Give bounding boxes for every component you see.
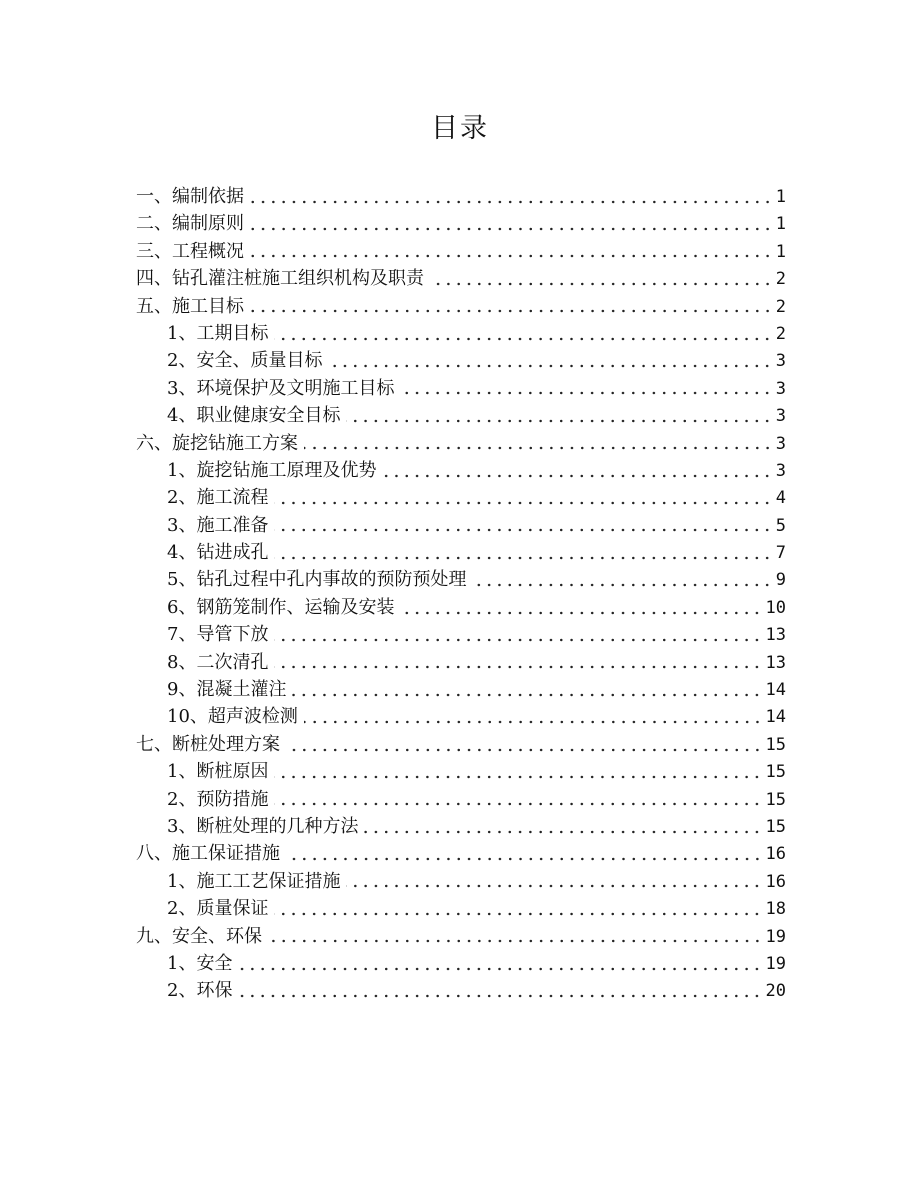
toc-entry-label: 8、二次清孔 — [167, 651, 269, 673]
toc-dot-leader — [328, 364, 772, 368]
toc-entry[interactable] — [136, 539, 786, 566]
toc-entry-page: 10 — [765, 597, 786, 618]
toc-entry[interactable] — [136, 512, 786, 539]
toc-entry[interactable] — [136, 676, 786, 703]
toc-entry-page: 19 — [765, 926, 786, 947]
toc-dot-leader — [430, 282, 773, 286]
toc-entry-page: 1 — [775, 187, 786, 207]
toc-entry-label: 1、施工工艺保证措施 — [167, 870, 341, 892]
toc-entry-page: 15 — [765, 762, 786, 783]
toc-entry[interactable] — [136, 813, 786, 840]
toc-entry-page: 13 — [765, 652, 786, 673]
toc-dot-leader — [274, 638, 762, 642]
toc-entry[interactable] — [136, 594, 786, 621]
toc-entry-label: 6、钢筋笼制作、运输及安装 — [167, 596, 395, 618]
toc-entry[interactable] — [136, 430, 786, 457]
toc-entry-label: 5、钻孔过程中孔内事故的预防预处理 — [167, 569, 467, 591]
toc-entry-page: 5 — [775, 515, 786, 536]
toc-entry[interactable] — [136, 347, 786, 374]
toc-entry-label: 2、质量保证 — [167, 898, 269, 920]
toc-entry-label: 九、安全、环保 — [136, 925, 262, 947]
toc-dot-leader — [274, 528, 772, 532]
toc-entry-label: 3、环境保护及文明施工目标 — [167, 377, 395, 399]
toc-entry-label: 4、钻进成孔 — [167, 542, 269, 564]
toc-entry-page: 19 — [765, 953, 786, 974]
toc-entry-label: 四、钻孔灌注桩施工组织机构及职责 — [136, 268, 424, 290]
toc-entry[interactable] — [136, 484, 786, 511]
toc-entry[interactable] — [136, 840, 786, 867]
toc-title: 目录 — [431, 113, 489, 144]
toc-entry[interactable] — [136, 923, 786, 950]
toc-dot-leader — [304, 446, 773, 450]
toc-dot-leader — [238, 967, 762, 971]
toc-entry-label: 二、编制原则 — [136, 213, 244, 235]
toc-entry-page: 2 — [775, 323, 786, 344]
toc-entry-label: 2、环保 — [167, 980, 233, 1002]
toc-dot-leader — [274, 337, 772, 341]
toc-entry[interactable] — [136, 402, 786, 429]
toc-entry-label: 1、断桩原因 — [167, 761, 269, 783]
toc-entry-label: 七、断桩处理方案 — [136, 733, 280, 755]
toc-entry-page: 3 — [775, 406, 786, 427]
toc-dot-leader — [286, 748, 763, 752]
toc-entry[interactable] — [136, 238, 786, 265]
toc-entry-label: 10、超声波检测 — [167, 706, 298, 728]
toc-entry[interactable] — [136, 649, 786, 676]
toc-dot-leader — [274, 802, 762, 806]
toc-entry-page: 9 — [775, 570, 786, 591]
toc-entry[interactable] — [136, 375, 786, 402]
toc-entry-page: 18 — [765, 899, 786, 920]
toc-entry[interactable] — [136, 320, 786, 347]
toc-entry-label: 五、施工目标 — [136, 295, 244, 317]
toc-entry[interactable] — [136, 731, 786, 758]
toc-entry-page: 7 — [775, 543, 786, 564]
toc-entry-page: 2 — [775, 269, 786, 290]
toc-dot-leader — [274, 665, 762, 669]
toc-entry[interactable] — [136, 210, 786, 237]
toc-entry-label: 1、工期目标 — [167, 322, 269, 344]
toc-dot-leader — [472, 583, 772, 587]
toc-entry-page: 4 — [775, 488, 786, 509]
toc-entry-label: 一、编制依据 — [136, 186, 244, 207]
toc-entry-page: 15 — [765, 816, 786, 837]
toc-entry-page: 20 — [765, 981, 786, 1002]
toc-entry-page: 3 — [775, 351, 786, 372]
toc-entry-page: 1 — [775, 241, 786, 262]
toc-entry[interactable] — [136, 293, 786, 320]
toc-dot-leader — [274, 556, 772, 560]
toc-dot-leader — [304, 720, 763, 724]
toc-entry-label: 3、断桩处理的几种方法 — [167, 815, 359, 837]
toc-entry-page: 16 — [765, 844, 786, 865]
toc-entry[interactable] — [136, 786, 786, 813]
toc-dot-leader — [364, 830, 762, 834]
toc-dot-leader — [400, 611, 762, 615]
toc-dot-leader — [238, 994, 762, 998]
toc-entry-page: 13 — [765, 625, 786, 646]
toc-dot-leader — [346, 419, 772, 423]
toc-dot-leader — [268, 939, 763, 943]
toc-entry-page: 16 — [765, 871, 786, 892]
toc-entry[interactable] — [136, 977, 786, 1004]
toc-dot-leader — [400, 391, 772, 395]
toc-entry-page: 3 — [775, 460, 786, 481]
toc-dot-leader — [274, 501, 772, 505]
toc-entry[interactable] — [136, 703, 786, 730]
toc-entry-page: 3 — [775, 433, 786, 454]
toc-entry-label: 3、施工准备 — [167, 514, 269, 536]
toc-entry-label: 2、预防措施 — [167, 788, 269, 810]
toc-entry[interactable] — [136, 265, 786, 292]
toc-dot-leader — [292, 693, 762, 697]
toc-entry-label: 1、安全 — [167, 952, 233, 974]
toc-entry-label: 2、施工流程 — [167, 487, 269, 509]
toc-entry-page: 2 — [775, 296, 786, 317]
toc-dot-leader — [274, 912, 762, 916]
toc-entry-label: 4、职业健康安全目标 — [167, 405, 341, 427]
toc-entry-page: 15 — [765, 789, 786, 810]
toc-dot-leader — [250, 309, 773, 313]
toc-entry[interactable] — [136, 868, 786, 895]
toc-dot-leader — [250, 227, 773, 231]
toc-entry-page: 14 — [765, 680, 786, 701]
toc-entry-label: 7、导管下放 — [167, 624, 269, 646]
toc-entry-page: 3 — [775, 378, 786, 399]
toc-entry-label: 1、旋挖钻施工原理及优势 — [167, 459, 377, 481]
toc-entry-label: 三、工程概况 — [136, 240, 244, 262]
toc-entry-label: 2、安全、质量目标 — [167, 350, 323, 372]
toc-entry[interactable] — [136, 895, 786, 922]
toc-entry[interactable] — [136, 457, 786, 484]
toc-dot-leader — [346, 884, 762, 888]
toc-dot-leader — [382, 474, 772, 478]
toc-entry-page: 1 — [775, 214, 786, 235]
toc-entry-page: 14 — [765, 707, 786, 728]
toc-entry[interactable] — [136, 758, 786, 785]
toc-dot-leader — [274, 775, 762, 779]
toc-dot-leader — [286, 857, 763, 861]
toc-dot-leader — [250, 200, 773, 204]
toc-entry-label: 六、旋挖钻施工方案 — [136, 432, 298, 454]
toc-entry[interactable] — [136, 566, 786, 593]
toc-dot-leader — [250, 254, 773, 258]
toc-entry-label: 9、混凝土灌注 — [167, 679, 287, 701]
toc-entry[interactable] — [136, 621, 786, 648]
toc-entry[interactable] — [136, 183, 786, 210]
toc-entry-page: 15 — [765, 734, 786, 755]
toc-entry-label: 八、施工保证措施 — [136, 843, 280, 865]
toc-entry[interactable] — [136, 950, 786, 977]
table-of-contents — [136, 183, 786, 1005]
